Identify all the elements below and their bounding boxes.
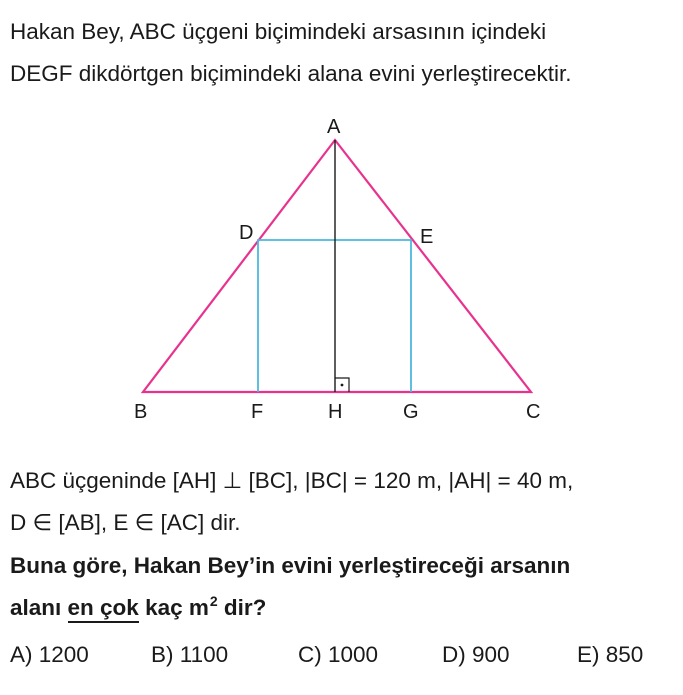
label-d: D	[239, 222, 254, 244]
choice-value: 1000	[328, 642, 379, 667]
question-emphasis: en çok	[68, 595, 139, 623]
label-c: C	[526, 401, 541, 423]
label-e: E	[420, 226, 434, 248]
choice-value: 850	[605, 642, 644, 667]
choice-c[interactable]	[298, 644, 378, 667]
choice-letter: A)	[10, 642, 33, 667]
choice-b[interactable]	[151, 644, 228, 667]
right-angle-dot	[341, 384, 344, 387]
label-a: A	[327, 116, 341, 138]
question-suffix: dir?	[217, 595, 267, 620]
choice-value: 900	[472, 642, 510, 667]
given-line-1: ABC üçgeninde [AH] ⊥ [BC], |BC| = 120 m, |AH| = 40 m,	[10, 468, 574, 493]
given-line-2: D ∈ [AB], E ∈ [AC] dir.	[10, 510, 241, 535]
intro-line-2: DEGF dikdörtgen biçimindeki alana evini yerleştirecektir.	[10, 61, 572, 86]
choice-letter: E)	[577, 642, 600, 667]
intro-line-1: Hakan Bey, ABC üçgeni biçimindeki arsasının içindeki	[10, 19, 547, 44]
question-line-2	[10, 593, 267, 620]
label-h: H	[328, 401, 343, 423]
choice-value: 1200	[38, 642, 89, 667]
label-f: F	[251, 401, 264, 423]
choice-value: 1100	[179, 642, 229, 667]
label-g: G	[403, 401, 419, 423]
question-middle: kaç m	[138, 595, 209, 620]
triangle-abc	[143, 140, 531, 392]
label-b: B	[134, 401, 148, 423]
choice-e[interactable]	[577, 644, 643, 667]
question-line-1: Buna göre, Hakan Bey’in evini yerleştireceği arsanın	[10, 553, 571, 578]
question-superscript: 2	[209, 593, 218, 609]
choice-letter: B)	[151, 642, 174, 667]
choice-d[interactable]	[442, 644, 510, 667]
choice-letter: C)	[298, 642, 322, 667]
choice-a[interactable]	[10, 644, 89, 667]
question-prefix: alanı	[10, 595, 68, 620]
choice-letter: D)	[442, 642, 466, 667]
